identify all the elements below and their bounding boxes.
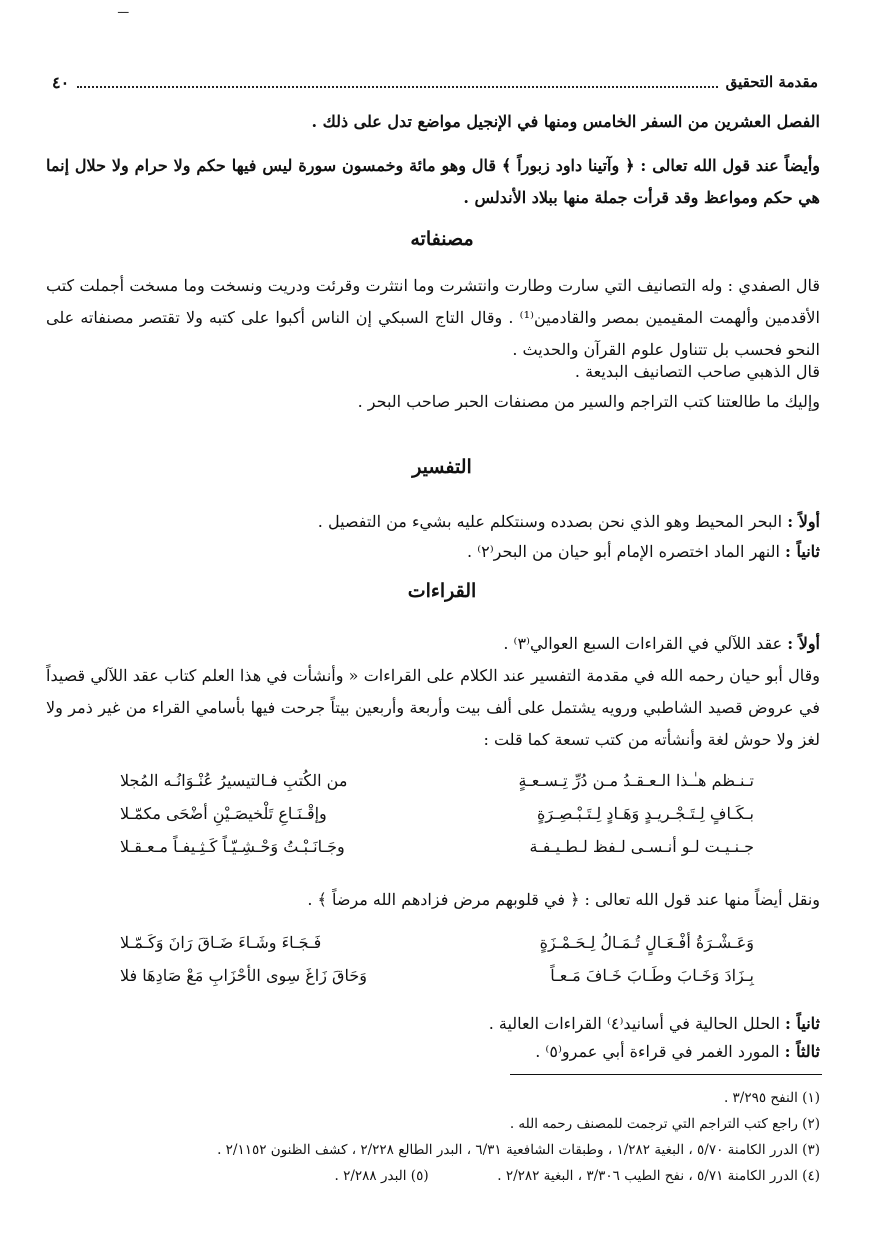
paragraph-6 bbox=[46, 660, 820, 756]
footnote-2: (٢) راجع كتب التراجم التي ترجمت للمصنف رحمه الله . bbox=[509, 1116, 820, 1132]
qiraat-item-3-label: ثالثاً : bbox=[784, 1042, 820, 1061]
footnote-4-5 bbox=[40, 1164, 820, 1188]
tafsir-item-2 bbox=[46, 538, 820, 566]
verse-hemistich-second: فَـجَـاءَ وشَـاءَ ضَـاقَ رَانَ وَكَـمّـلا bbox=[120, 933, 322, 952]
verse-row bbox=[120, 959, 754, 992]
verse-row bbox=[120, 764, 754, 797]
verse-row bbox=[120, 830, 754, 863]
tafsir-item-2-label: ثانياً : bbox=[785, 542, 820, 561]
qiraat-item-1-label: أولاً : bbox=[787, 634, 820, 653]
body-line-1: الفصل العشرين من السفر الخامس ومنها في الإنجيل مواضع تدل على ذلك . bbox=[311, 112, 820, 131]
qiraat-item-2-label: ثانياً : bbox=[785, 1014, 820, 1033]
verse-row bbox=[120, 797, 754, 830]
footnote-separator bbox=[510, 1074, 822, 1075]
qiraat-item-2 bbox=[46, 1010, 820, 1038]
header-title: مقدمة التحقيق bbox=[725, 73, 818, 91]
paragraph-3-text: قال الصفدي : وله التصانيف التي سارت وطارت وانتشرت وما انتثرت وقرئت ودريت ونسخت وما مسخت أجملت كتب الأقدمين وألهمت المقيمين بمصر والقادمين⁽¹⁾ . وقال التاج السبكي إن الناس أكبوا على كتبه ولا تقتصر مصنفاته على النحو فحسب بل تتناول علوم القرآن والحديث . bbox=[46, 276, 821, 359]
verse-hemistich-first: وَعَـشْـرَةُ أفْـعَـالٍ تُـمَـالُ لِـحَـمْـزَةٍ bbox=[539, 933, 754, 952]
verse-row bbox=[120, 926, 754, 959]
footnote-1: (١) النفح ٣/٢٩٥ . bbox=[723, 1090, 820, 1106]
qiraat-item-3 bbox=[46, 1038, 820, 1066]
header-dots bbox=[77, 76, 717, 88]
body-line-5: وإليك ما طالعتنا كتب التراجم والسير من مصنفات الحبر صاحب البحر . bbox=[357, 392, 820, 411]
verse-hemistich-first: بِـزَادَ وَخَـابَ وطَـابَ خَـافَ مَـعـاً bbox=[550, 966, 754, 985]
verse-hemistich-second: من الكُتبِ فـالتيسيرُ عُنْـوَانُـه المُجلا bbox=[120, 771, 348, 790]
heading-qiraat: القراءات bbox=[407, 580, 477, 602]
page-number: ٤٠ bbox=[52, 72, 70, 92]
scan-mark: ـــ bbox=[118, 2, 129, 16]
qiraat-item-3-text: المورد الغمر في قراءة أبي عمرو⁽٥⁾ . bbox=[535, 1042, 780, 1061]
qiraat-item-1-text: عقد اللآلي في القراءات السبع العوالي⁽٣⁾ . bbox=[503, 634, 783, 653]
verse-hemistich-second: وَحَاقَ زَاغَ سِوى الأحْزَابِ مَعْ صَادِهَا فلا bbox=[120, 966, 367, 985]
verse-hemistich-second: وجَـانَـبْـتُ وَحْـشِـيّـاً كَـثِـيفـاً مـعـقـلا bbox=[120, 837, 345, 856]
verse-hemistich-first: بـكَـافٍ لِـتَـجْـريـدٍ وَهَـادٍ لِـتَـبْـصِـرَةٍ bbox=[536, 804, 754, 823]
heading-works: مصنفاته bbox=[410, 228, 474, 250]
paragraph-6-text: وقال أبو حيان رحمه الله في مقدمة التفسير عند الكلام على القراءات « وأنشأت في هذا العلم كتاب عقد اللآلي قصيداً في عروض قصيد الشاطبي ورويه يشتمل على ألف بيت وأربعة وأربعين بيتاً جرحت فيها بأسامي القراء من غير ذمر ولا لغز ولا حوش لغة وأنشأته من كتب تسعة كما قلت : bbox=[46, 666, 820, 749]
footnote-4: (٤) الدرر الكامنة ٥/٧١ ، نفح الطيب ٣/٣٠٦ ، البغية ٢/٢٨٢ . bbox=[497, 1168, 820, 1184]
tafsir-item-1-text: البحر المحيط وهو الذي نحن بصدده وسنتكلم عليه بشيء من التفصيل . bbox=[317, 512, 783, 531]
paragraph-2 bbox=[46, 150, 820, 214]
footnote-3: (٣) الدرر الكامنة ٥/٧٠ ، البغية ١/٢٨٢ ، وطبقات الشافعية ٦/٣١ ، البدر الطالع ٢/٢٢٨ ، كشف الظنون ٢/١١٥٢ . bbox=[217, 1142, 820, 1158]
verses-block-2 bbox=[120, 926, 754, 992]
qiraat-item-1 bbox=[46, 630, 820, 658]
verse-hemistich-first: جـنـيـت لـو أنـسـى لـفظ لـطـيـفـة bbox=[529, 837, 754, 856]
heading-tafsir: التفسير bbox=[412, 456, 472, 478]
body-line-4: قال الذهبي صاحب التصانيف البديعة . bbox=[574, 362, 820, 381]
qiraat-item-2-text: الحلل الحالية في أسانيد⁽٤⁾ القراءات العالية . bbox=[488, 1014, 780, 1033]
paragraph-3 bbox=[46, 270, 820, 366]
paragraph-2-text: وأيضاً عند قول الله تعالى : ﴿ وآتينا داود زبوراً ﴾ قال وهو مائة وخمسون سورة ليس فيها حكم ولا حرام ولا حلال إنما هي حكم ومواعظ وقد قرأت جملة منها ببلاد الأندلس . bbox=[46, 156, 820, 207]
footnote-5: (٥) البدر ٢/٢٨٨ . bbox=[334, 1168, 429, 1184]
verse-hemistich-second: وإقْـنَـاعِ تَلْخيصَـيْنِ أضْحَى مكمّـلا bbox=[120, 804, 327, 823]
verse-hemistich-first: تـنـظم هـٰـذا الـعـقـدُ مـن دُرِّ تِـسـعـةٍ bbox=[518, 771, 754, 790]
tafsir-item-1 bbox=[46, 508, 820, 536]
body-line-7: ونقل أيضاً منها عند قول الله تعالى : ﴿ في قلوبهم مرض فزادهم الله مرضاً ﴾ . bbox=[307, 890, 820, 909]
running-header bbox=[46, 70, 822, 94]
tafsir-item-2-text: النهر الماد اختصره الإمام أبو حيان من البحر⁽٢⁾ . bbox=[467, 542, 780, 561]
verses-block-1 bbox=[120, 764, 754, 863]
tafsir-item-1-label: أولاً : bbox=[787, 512, 820, 531]
